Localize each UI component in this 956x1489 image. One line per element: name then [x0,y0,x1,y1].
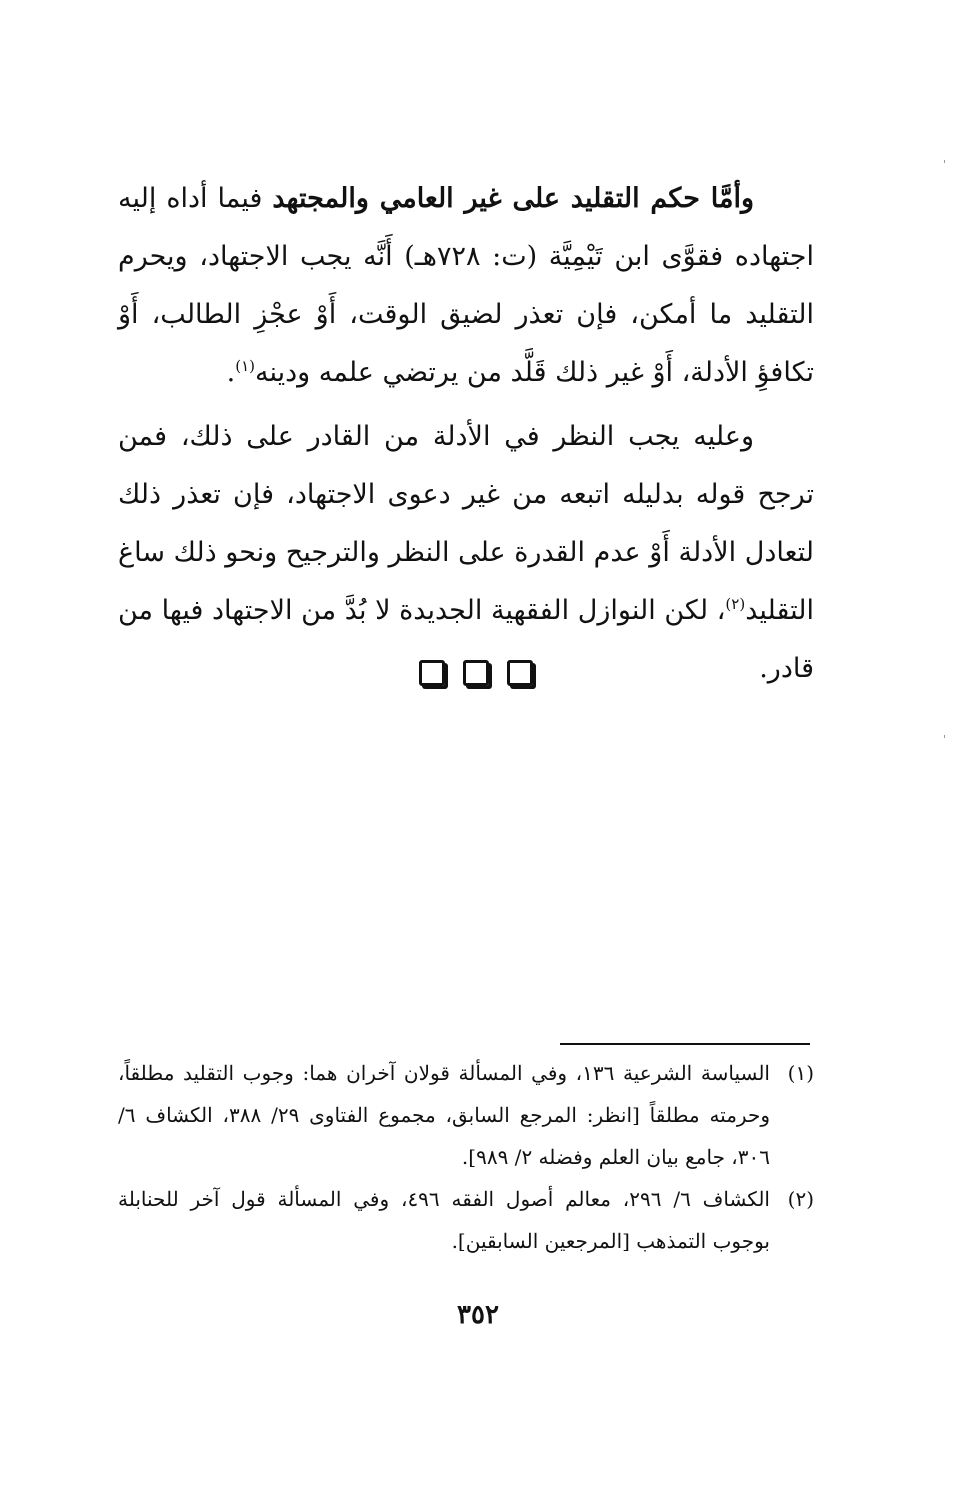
section-separator [0,660,956,686]
footnote-1-number: (١) [787,1061,814,1085]
page-number: ٣٥٢ [457,1300,499,1330]
paragraph-2-text: وعليه يجب النظر في الأدلة من القادر على ذلك، فمن ترجح قوله بدليله اتبعه من غير دعوى الاجتهاد، فإن تعذر ذلك لتعادل الأدلة أَوْ عدم القدرة على النظر والترجيح ونحو ذلك ساغ التقليد [118,421,814,626]
footnotes [118,1052,814,1262]
square-ornament-icon [419,660,445,686]
main-text [118,170,814,704]
footnote-2-number: (٢) [787,1187,814,1211]
footnote-divider [560,1043,810,1045]
paragraph-1-end: . [226,357,236,388]
paragraph-1-lead: وأمَّا حكم التقليد على غير العامي والمجتهد [272,183,754,214]
footnote-2 [118,1178,814,1262]
scan-mark [944,735,945,738]
paragraph-1 [118,170,814,402]
square-ornament-icon [463,660,489,686]
footnote-1 [118,1052,814,1178]
paragraph-2-end: ، لكن النوازل الفقهية الجديدة لا بُدَّ من الاجتهاد فيها من قادر. [118,595,814,684]
paragraph-1-text: فيما أداه إليه اجتهاده فقوَّى ابن تَيْمِيَّة (ت: ٧٢٨هـ) أَنَّه يجب الاجتهاد، ويحرم التقليد ما أمكن، فإن تعذر لضيق الوقت، أَوْ عجْزِ الطالب، أَوْ تكافؤِ الأدلة، أَوْ غير ذلك قَلَّد من يرتضي علمه ودينه [118,183,814,388]
scan-mark [944,160,945,163]
footnote-1-text: السياسة الشرعية ١٣٦، وفي المسألة قولان آخران هما: وجوب التقليد مطلقاً، وحرمته مطلقاً [انظر: المرجع السابق، مجموع الفتاوى ٢٩/ ٣٨٨، الكشاف ٦/ ٣٠٦، جامع بيان العلم وفضله ٢/ ٩٨٩]. [118,1061,770,1169]
footnote-ref-1[interactable]: (١) [235,357,255,375]
footnote-ref-2[interactable]: (٢) [725,595,746,613]
square-ornament-icon [507,660,533,686]
footnote-2-text: الكشاف ٦/ ٢٩٦، معالم أصول الفقه ٤٩٦، وفي المسألة قول آخر للحنابلة بوجوب التمذهب [المرجعين السابقين]. [118,1187,770,1253]
paragraph-2 [118,408,814,698]
